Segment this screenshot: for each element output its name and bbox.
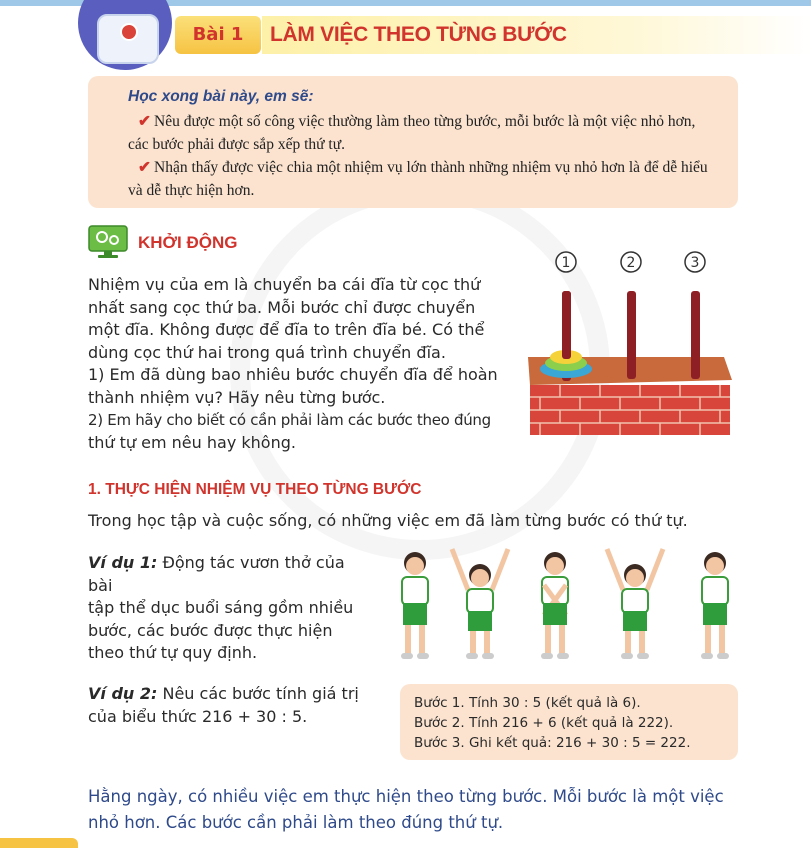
example-1-text: Ví dụ 1: Động tác vươn thở của bài tập thể dục buổi sáng gồm nhiều bước, các bước được thực hiện theo thứ tự quy định. [88,553,354,662]
exercise-illustration [390,545,750,670]
learning-goals-box [88,76,738,208]
svg-text:2: 2 [626,255,636,271]
child-figure-arms-up [452,549,508,659]
calculation-steps-box [400,684,738,760]
step-item: Bước 3. Ghi kết quả: 216 + 30 : 5 = 222. [414,735,691,751]
lesson-title-bar [262,16,811,54]
step-item: Bước 2. Tính 216 + 6 (kết quả là 222). [414,715,674,731]
child-figure [701,552,729,659]
section-1-intro: Trong học tập và cuộc sống, có những việc em đã làm từng bước có thứ tự. [88,511,688,530]
lesson-header [0,6,811,58]
peg-2 [627,291,636,379]
child-figure-arms-crossed [541,552,569,659]
goals-title: Học xong bài này, em sẽ: [128,88,314,105]
section-1-title: 1. THỰC HIỆN NHIỆM VỤ THEO TỪNG BƯỚC [88,481,422,498]
lesson-number-badge: Bài 1 [175,16,261,54]
child-figure-arms-up [607,549,663,659]
warmup-text: Nhiệm vụ của em là chuyển ba cái đĩa từ cọc thứ nhất sang cọc thứ ba. Mỗi bước chỉ được chuyển một đĩa. Không được để đĩa to trên đĩa bé. Có thể dùng cọc thứ hai trong quá trình chuyển đĩa. 1) Em đã dùng bao nhiêu bước chuyển đĩa để hoàn thành nhiệm vụ? Hãy nêu từng bước. 2) Em hãy cho biết có cần phải làm các bước theo đúng thứ tự em nêu hay không. [88,275,498,452]
summary-text: Hằng ngày, có nhiều việc em thực hiện theo từng bước. Mỗi bước là một việc nhỏ hơn. Các bước cần phải làm theo đúng thứ tự. [88,787,724,832]
check-icon: ✔ [138,113,151,130]
child-figure [401,552,429,659]
robot-icon [97,14,159,64]
svg-text:1: 1 [561,255,571,271]
page-corner-tab [0,838,78,848]
goal-item: ✔ Nêu được một số công việc thường làm theo từng bước, mỗi bước là một việc nhỏ hơn, các bước phải được sắp xếp thứ tự. [128,113,696,153]
example-2-text: Ví dụ 2: Nêu các bước tính giá trị của biểu thức 216 + 30 : 5. [88,684,359,726]
tower-of-hanoi-illustration [520,245,735,440]
check-icon: ✔ [138,159,151,176]
step-item: Bước 1. Tính 30 : 5 (kết quả là 6). [414,695,641,711]
svg-text:3: 3 [690,255,700,271]
lesson-title: LÀM VIỆC THEO TỪNG BƯỚC [270,23,567,46]
peg-3 [691,291,700,379]
warmup-title: KHỞI ĐỘNG [138,233,238,252]
monitor-gear-icon [88,225,128,259]
power-icon [120,23,138,41]
goal-item: ✔ Nhận thấy được việc chia một nhiệm vụ lớn thành những nhiệm vụ nhỏ hơn là để dễ hiểu và dễ thực hiện hơn. [128,159,708,199]
